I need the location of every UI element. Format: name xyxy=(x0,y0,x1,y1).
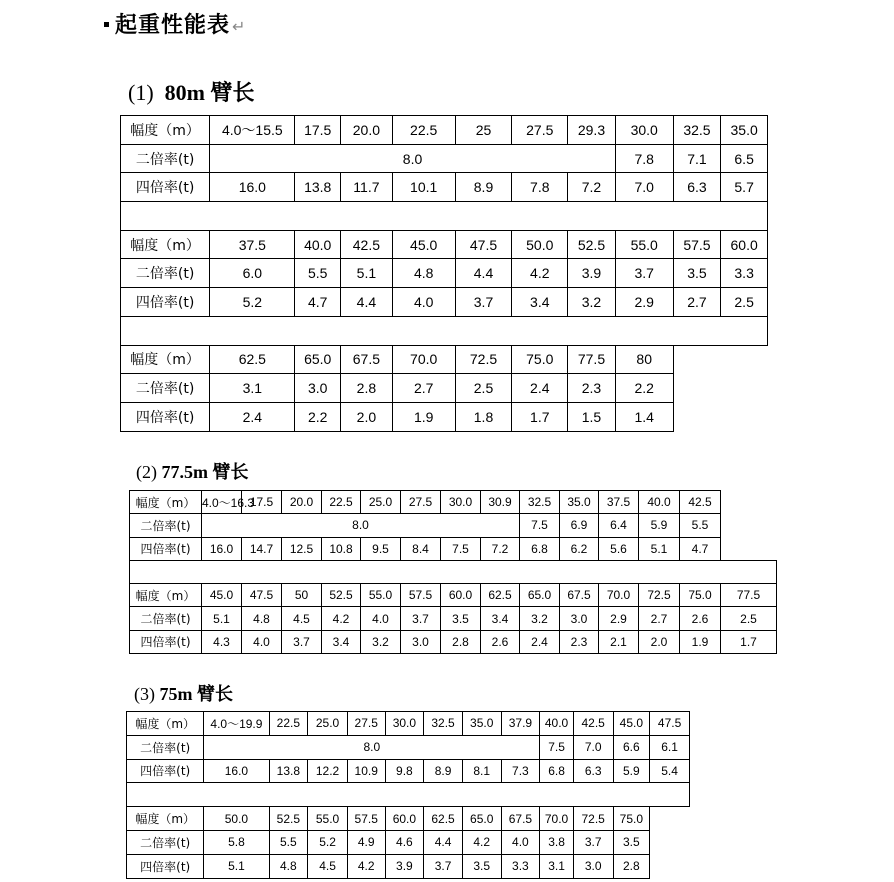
radius-cell: 40.0 xyxy=(639,491,680,514)
separator-row xyxy=(121,202,768,231)
load-cell: 3.5 xyxy=(613,830,650,854)
load-cell-merged: 8.0 xyxy=(210,144,616,173)
load-cell: 5.9 xyxy=(613,759,650,783)
radius-cell: 70.0 xyxy=(599,584,639,607)
radius-cell: 70.0 xyxy=(392,345,455,374)
load-cell: 1.8 xyxy=(455,402,512,431)
load-cell: 4.9 xyxy=(347,830,385,854)
empty-filler xyxy=(721,537,777,560)
load-cell: 7.0 xyxy=(573,735,613,759)
radius-cell: 55.0 xyxy=(615,230,673,259)
load-cell: 3.3 xyxy=(721,259,768,288)
load-cell: 2.4 xyxy=(520,630,560,653)
load-cell: 1.4 xyxy=(615,402,673,431)
double-reeving-row xyxy=(127,830,690,854)
load-cell: 2.6 xyxy=(481,630,520,653)
radius-cell: 20.0 xyxy=(341,116,393,145)
load-cell: 12.5 xyxy=(282,537,322,560)
load-cell: 6.9 xyxy=(560,514,599,537)
radius-cell: 57.5 xyxy=(401,584,441,607)
load-cell: 3.2 xyxy=(568,288,616,317)
radius-cell: 52.5 xyxy=(322,584,361,607)
separator-row xyxy=(130,560,777,583)
load-cell: 4.2 xyxy=(347,854,385,878)
radius-cell: 45.0 xyxy=(392,230,455,259)
load-cell: 6.6 xyxy=(613,735,650,759)
load-cell: 2.3 xyxy=(568,374,616,403)
load-cell: 2.0 xyxy=(341,402,393,431)
load-cell: 5.1 xyxy=(639,537,680,560)
load-cell: 3.1 xyxy=(210,374,295,403)
load-cell: 7.1 xyxy=(673,144,721,173)
radius-cell: 37.5 xyxy=(210,230,295,259)
load-cell: 5.2 xyxy=(210,288,295,317)
load-cell: 4.0 xyxy=(242,630,282,653)
radius-cell: 50 xyxy=(282,584,322,607)
radius-cell: 62.5 xyxy=(481,584,520,607)
load-cell: 14.7 xyxy=(242,537,282,560)
load-cell: 8.4 xyxy=(401,537,441,560)
separator-cell xyxy=(130,560,777,583)
load-cell: 6.0 xyxy=(210,259,295,288)
row-label-double: 二倍率(t) xyxy=(127,735,204,759)
bullet-icon xyxy=(104,22,109,27)
row-label-double: 二倍率(t) xyxy=(130,514,202,537)
row-label-double: 二倍率(t) xyxy=(121,259,210,288)
double-reeving-row xyxy=(130,607,777,630)
radius-row xyxy=(121,116,768,145)
load-cell: 4.7 xyxy=(295,288,341,317)
radius-cell: 80 xyxy=(615,345,673,374)
load-cell: 4.4 xyxy=(341,288,393,317)
load-cell: 2.1 xyxy=(599,630,639,653)
load-cell: 3.5 xyxy=(673,259,721,288)
radius-cell: 60.0 xyxy=(441,584,481,607)
row-label-double: 二倍率(t) xyxy=(121,374,210,403)
empty-filler xyxy=(650,830,690,854)
radius-cell: 62.5 xyxy=(424,807,463,831)
radius-cell: 30.0 xyxy=(385,712,424,736)
load-cell: 4.6 xyxy=(385,830,424,854)
row-label-radius: 幅度（m） xyxy=(121,230,210,259)
load-cell: 4.8 xyxy=(269,854,308,878)
row-label-radius: 幅度（m） xyxy=(130,491,202,514)
quad-reeving-row xyxy=(130,537,777,560)
double-reeving-row xyxy=(121,144,768,173)
radius-cell: 30.0 xyxy=(441,491,481,514)
load-cell: 3.0 xyxy=(560,607,599,630)
load-cell-merged: 8.0 xyxy=(202,514,520,537)
load-cell: 2.9 xyxy=(599,607,639,630)
load-cell: 10.1 xyxy=(392,173,455,202)
radius-cell: 45.0 xyxy=(202,584,242,607)
radius-cell: 27.5 xyxy=(401,491,441,514)
load-cell: 2.4 xyxy=(210,402,295,431)
load-cell: 6.4 xyxy=(599,514,639,537)
radius-cell: 72.5 xyxy=(573,807,613,831)
load-cell: 7.5 xyxy=(441,537,481,560)
load-cell: 3.5 xyxy=(441,607,481,630)
section-heading-75m: (3) 75m 臂长 xyxy=(134,684,233,704)
section-heading-77-5m: (2) 77.5m 臂长 xyxy=(136,462,249,482)
radius-cell: 35.0 xyxy=(721,116,768,145)
row-label-quad: 四倍率(t) xyxy=(121,288,210,317)
load-cell: 4.8 xyxy=(242,607,282,630)
double-reeving-row xyxy=(130,514,777,537)
radius-cell: 20.0 xyxy=(282,491,322,514)
load-cell: 3.2 xyxy=(520,607,560,630)
load-cell: 4.8 xyxy=(392,259,455,288)
load-cell: 4.0 xyxy=(501,830,540,854)
radius-cell: 55.0 xyxy=(308,807,348,831)
radius-row xyxy=(121,230,768,259)
load-cell: 3.7 xyxy=(573,830,613,854)
load-cell: 12.2 xyxy=(308,759,348,783)
empty-filler xyxy=(673,374,767,403)
load-cell: 8.1 xyxy=(462,759,501,783)
load-cell: 3.1 xyxy=(540,854,574,878)
row-label-quad: 四倍率(t) xyxy=(127,759,204,783)
load-cell: 5.8 xyxy=(204,830,269,854)
load-cell: 1.9 xyxy=(392,402,455,431)
radius-cell: 45.0 xyxy=(613,712,650,736)
radius-cell: 32.5 xyxy=(673,116,721,145)
radius-cell: 57.5 xyxy=(673,230,721,259)
load-cell: 3.9 xyxy=(568,259,616,288)
load-cell: 3.0 xyxy=(401,630,441,653)
radius-cell: 40.0 xyxy=(295,230,341,259)
load-cell: 3.7 xyxy=(615,259,673,288)
load-cell: 5.1 xyxy=(202,607,242,630)
load-cell: 4.4 xyxy=(455,259,512,288)
load-cell: 5.4 xyxy=(650,759,690,783)
load-table-75m xyxy=(126,711,690,879)
load-cell: 13.8 xyxy=(269,759,308,783)
load-cell: 10.9 xyxy=(347,759,385,783)
load-cell: 3.7 xyxy=(424,854,463,878)
load-cell: 3.7 xyxy=(282,630,322,653)
load-cell: 5.7 xyxy=(721,173,768,202)
load-cell: 4.0 xyxy=(392,288,455,317)
row-label-radius: 幅度（m） xyxy=(121,345,210,374)
load-cell: 6.3 xyxy=(573,759,613,783)
row-label-quad: 四倍率(t) xyxy=(121,173,210,202)
radius-cell: 52.5 xyxy=(269,807,308,831)
paragraph-mark-icon: ↵ xyxy=(232,17,247,36)
load-cell: 16.0 xyxy=(210,173,295,202)
load-cell: 2.7 xyxy=(639,607,680,630)
radius-cell: 35.0 xyxy=(462,712,501,736)
load-cell: 16.0 xyxy=(204,759,269,783)
empty-filler xyxy=(650,854,690,878)
separator-cell xyxy=(121,316,768,345)
radius-cell: 75.0 xyxy=(512,345,568,374)
separator-cell xyxy=(121,202,768,231)
radius-cell: 17.5 xyxy=(242,491,282,514)
radius-cell: 25.0 xyxy=(361,491,401,514)
load-cell: 4.3 xyxy=(202,630,242,653)
load-cell: 16.0 xyxy=(202,537,242,560)
radius-cell: 42.5 xyxy=(680,491,721,514)
load-cell: 7.2 xyxy=(481,537,520,560)
load-cell: 5.2 xyxy=(308,830,348,854)
radius-cell: 42.5 xyxy=(573,712,613,736)
radius-cell: 4.0～19.9 xyxy=(204,712,269,736)
radius-cell: 4.0～16.3 xyxy=(202,491,242,514)
radius-cell: 72.5 xyxy=(455,345,512,374)
radius-cell: 50.0 xyxy=(512,230,568,259)
row-label-radius: 幅度（m） xyxy=(127,712,204,736)
load-cell: 6.1 xyxy=(650,735,690,759)
row-label-double: 二倍率(t) xyxy=(121,144,210,173)
load-cell: 5.5 xyxy=(680,514,721,537)
load-cell: 3.0 xyxy=(295,374,341,403)
load-table-77-5m xyxy=(129,490,777,654)
row-label-quad: 四倍率(t) xyxy=(130,630,202,653)
radius-cell: 60.0 xyxy=(385,807,424,831)
load-cell: 4.5 xyxy=(282,607,322,630)
load-cell: 4.0 xyxy=(361,607,401,630)
radius-cell: 67.5 xyxy=(560,584,599,607)
load-cell: 7.5 xyxy=(520,514,560,537)
empty-filler xyxy=(673,345,767,374)
quad-reeving-row xyxy=(127,759,690,783)
row-label-double: 二倍率(t) xyxy=(127,830,204,854)
row-label-double: 二倍率(t) xyxy=(130,607,202,630)
radius-cell: 4.0～15.5 xyxy=(210,116,295,145)
load-cell: 1.5 xyxy=(568,402,616,431)
load-cell: 5.9 xyxy=(639,514,680,537)
load-cell: 6.2 xyxy=(560,537,599,560)
load-cell: 5.1 xyxy=(341,259,393,288)
load-cell: 2.2 xyxy=(615,374,673,403)
load-cell: 2.8 xyxy=(341,374,393,403)
radius-cell: 62.5 xyxy=(210,345,295,374)
radius-cell: 55.0 xyxy=(361,584,401,607)
double-reeving-row xyxy=(127,735,690,759)
load-cell: 4.2 xyxy=(462,830,501,854)
load-cell: 3.4 xyxy=(481,607,520,630)
quad-reeving-row xyxy=(121,402,768,431)
radius-cell: 57.5 xyxy=(347,807,385,831)
load-cell: 5.5 xyxy=(269,830,308,854)
radius-cell: 65.0 xyxy=(520,584,560,607)
load-cell-merged: 8.0 xyxy=(204,735,540,759)
radius-row xyxy=(127,807,690,831)
radius-cell: 70.0 xyxy=(540,807,574,831)
row-label-radius: 幅度（m） xyxy=(127,807,204,831)
load-cell: 6.8 xyxy=(540,759,574,783)
load-cell: 5.1 xyxy=(204,854,269,878)
radius-cell: 67.5 xyxy=(341,345,393,374)
load-cell: 13.8 xyxy=(295,173,341,202)
load-cell: 2.4 xyxy=(512,374,568,403)
radius-cell: 52.5 xyxy=(568,230,616,259)
radius-cell: 22.5 xyxy=(392,116,455,145)
load-cell: 3.4 xyxy=(322,630,361,653)
quad-reeving-row xyxy=(121,173,768,202)
row-label-radius: 幅度（m） xyxy=(130,584,202,607)
empty-filler xyxy=(721,514,777,537)
radius-cell: 17.5 xyxy=(295,116,341,145)
radius-cell: 47.5 xyxy=(242,584,282,607)
radius-cell: 27.5 xyxy=(347,712,385,736)
double-reeving-row xyxy=(121,374,768,403)
load-cell: 2.5 xyxy=(721,607,777,630)
load-cell: 4.4 xyxy=(424,830,463,854)
radius-cell: 30.0 xyxy=(615,116,673,145)
load-cell: 3.9 xyxy=(385,854,424,878)
row-label-quad: 四倍率(t) xyxy=(127,854,204,878)
radius-cell: 25.0 xyxy=(308,712,348,736)
separator-cell xyxy=(127,783,690,807)
load-cell: 7.3 xyxy=(501,759,540,783)
load-cell: 7.8 xyxy=(615,144,673,173)
load-cell: 8.9 xyxy=(455,173,512,202)
separator-row xyxy=(127,783,690,807)
load-cell: 2.5 xyxy=(455,374,512,403)
load-cell: 7.0 xyxy=(615,173,673,202)
radius-cell: 40.0 xyxy=(540,712,574,736)
radius-row xyxy=(121,345,768,374)
load-table-80m xyxy=(120,115,768,432)
radius-cell: 42.5 xyxy=(341,230,393,259)
load-cell: 4.2 xyxy=(512,259,568,288)
load-cell: 2.3 xyxy=(560,630,599,653)
load-cell: 6.3 xyxy=(673,173,721,202)
load-cell: 5.5 xyxy=(295,259,341,288)
document-title xyxy=(104,8,246,39)
load-cell: 2.8 xyxy=(441,630,481,653)
load-cell: 6.8 xyxy=(520,537,560,560)
load-cell: 6.5 xyxy=(721,144,768,173)
radius-cell: 75.0 xyxy=(613,807,650,831)
load-cell: 2.7 xyxy=(673,288,721,317)
load-cell: 11.7 xyxy=(341,173,393,202)
separator-row xyxy=(121,316,768,345)
radius-cell: 65.0 xyxy=(462,807,501,831)
empty-filler xyxy=(721,491,777,514)
row-label-quad: 四倍率(t) xyxy=(130,537,202,560)
radius-row xyxy=(130,491,777,514)
load-cell: 4.7 xyxy=(680,537,721,560)
empty-filler xyxy=(673,402,767,431)
load-cell: 4.2 xyxy=(322,607,361,630)
empty-filler xyxy=(650,807,690,831)
radius-cell: 32.5 xyxy=(520,491,560,514)
radius-cell: 22.5 xyxy=(322,491,361,514)
radius-cell: 22.5 xyxy=(269,712,308,736)
load-cell: 2.5 xyxy=(721,288,768,317)
load-cell: 2.8 xyxy=(613,854,650,878)
row-label-quad: 四倍率(t) xyxy=(121,402,210,431)
load-cell: 3.7 xyxy=(455,288,512,317)
radius-cell: 37.9 xyxy=(501,712,540,736)
load-cell: 8.9 xyxy=(424,759,463,783)
radius-cell: 35.0 xyxy=(560,491,599,514)
load-cell: 2.2 xyxy=(295,402,341,431)
load-cell: 4.5 xyxy=(308,854,348,878)
radius-cell: 75.0 xyxy=(680,584,721,607)
radius-cell: 77.5 xyxy=(721,584,777,607)
load-cell: 2.6 xyxy=(680,607,721,630)
load-cell: 3.5 xyxy=(462,854,501,878)
load-cell: 7.2 xyxy=(568,173,616,202)
radius-cell: 47.5 xyxy=(455,230,512,259)
radius-cell: 60.0 xyxy=(721,230,768,259)
load-cell: 3.7 xyxy=(401,607,441,630)
quad-reeving-row xyxy=(127,854,690,878)
radius-cell: 37.5 xyxy=(599,491,639,514)
load-cell: 3.3 xyxy=(501,854,540,878)
load-cell: 7.5 xyxy=(540,735,574,759)
quad-reeving-row xyxy=(121,288,768,317)
load-cell: 7.8 xyxy=(512,173,568,202)
load-cell: 1.7 xyxy=(721,630,777,653)
radius-cell: 29.3 xyxy=(568,116,616,145)
load-cell: 9.8 xyxy=(385,759,424,783)
radius-cell: 65.0 xyxy=(295,345,341,374)
load-cell: 3.8 xyxy=(540,830,574,854)
load-cell: 9.5 xyxy=(361,537,401,560)
double-reeving-row xyxy=(121,259,768,288)
load-cell: 3.4 xyxy=(512,288,568,317)
load-cell: 10.8 xyxy=(322,537,361,560)
load-cell: 1.7 xyxy=(512,402,568,431)
radius-cell: 47.5 xyxy=(650,712,690,736)
radius-cell: 72.5 xyxy=(639,584,680,607)
radius-row xyxy=(130,584,777,607)
radius-cell: 50.0 xyxy=(204,807,269,831)
document-title-text: 起重性能表 xyxy=(115,13,231,38)
row-label-radius: 幅度（m） xyxy=(121,116,210,145)
radius-cell: 32.5 xyxy=(424,712,463,736)
radius-cell: 67.5 xyxy=(501,807,540,831)
radius-cell: 27.5 xyxy=(512,116,568,145)
radius-cell: 30.9 xyxy=(481,491,520,514)
load-cell: 3.0 xyxy=(573,854,613,878)
radius-row xyxy=(127,712,690,736)
quad-reeving-row xyxy=(130,630,777,653)
radius-cell: 77.5 xyxy=(568,345,616,374)
load-cell: 2.0 xyxy=(639,630,680,653)
load-cell: 2.9 xyxy=(615,288,673,317)
load-cell: 5.6 xyxy=(599,537,639,560)
load-cell: 1.9 xyxy=(680,630,721,653)
load-cell: 2.7 xyxy=(392,374,455,403)
load-cell: 3.2 xyxy=(361,630,401,653)
radius-cell: 25 xyxy=(455,116,512,145)
section-heading-80m: (1) 80m 臂长 xyxy=(128,80,255,105)
